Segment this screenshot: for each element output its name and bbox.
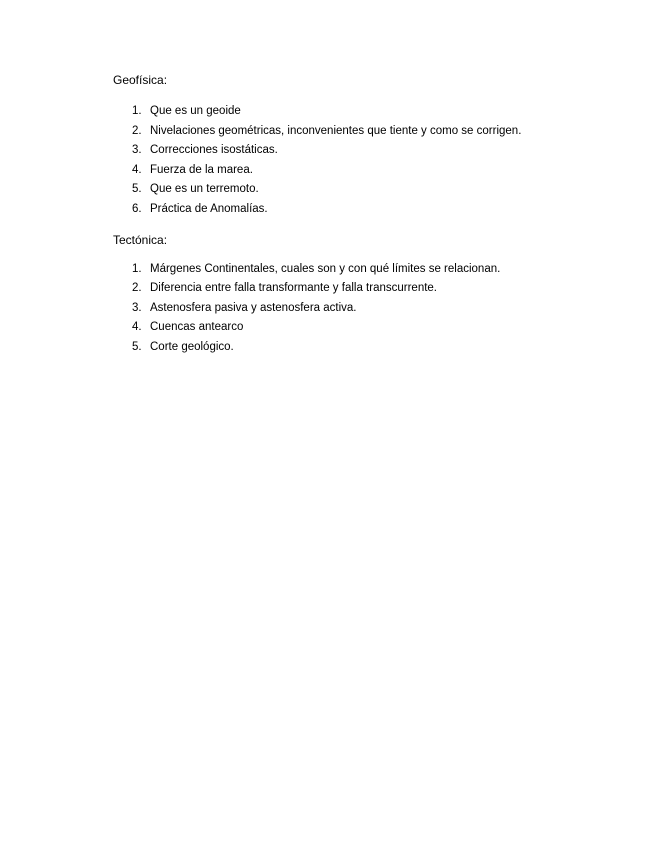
list-item <box>113 161 553 181</box>
list-item <box>113 122 553 142</box>
list-item-number: 2. <box>132 282 142 295</box>
list-item-text: Que es un terremoto. <box>150 183 259 196</box>
list-item-text: Que es un geoide <box>150 105 241 117</box>
list-item-number: 3. <box>132 144 142 157</box>
list-item-number: 4. <box>132 321 142 334</box>
list-item-text: Fuerza de la marea. <box>150 163 253 176</box>
list-item-text: Diferencia entre falla transformante y falla transcurrente. <box>150 282 437 295</box>
list-item-text: Márgenes Continentales, cuales son y con qué límites se relacionan. <box>150 262 501 275</box>
list-item-text: Corte geológico. <box>150 340 234 353</box>
section-heading-tectonica: Tectónica: <box>113 232 168 247</box>
tectonica-question-list <box>113 260 553 358</box>
list-item-number: 5. <box>132 340 142 353</box>
list-item-number: 6. <box>132 202 142 215</box>
list-item <box>113 200 553 220</box>
list-item-number: 4. <box>132 163 142 176</box>
section-heading-geofisica: Geofísica: <box>113 73 168 87</box>
list-item <box>113 260 553 280</box>
list-item <box>113 318 553 338</box>
list-item-text: Astenosfera pasiva y astenosfera activa. <box>150 301 357 314</box>
list-item <box>113 299 553 319</box>
list-item-number: 5. <box>132 183 142 196</box>
document-body <box>113 72 553 358</box>
list-item-text: Correcciones isostáticas. <box>150 144 278 157</box>
list-item <box>113 338 553 358</box>
list-item <box>113 102 553 122</box>
list-item-number: 1. <box>132 105 142 117</box>
list-item-text: Cuencas antearco <box>150 321 244 334</box>
list-item-number: 2. <box>132 124 142 137</box>
list-item <box>113 180 553 200</box>
geofisica-question-list <box>113 102 553 220</box>
list-item <box>113 141 553 161</box>
list-item-number: 1. <box>132 262 142 275</box>
list-item <box>113 279 553 299</box>
list-item-text: Práctica de Anomalías. <box>150 202 268 215</box>
list-item-number: 3. <box>132 301 142 314</box>
list-item-text: Nivelaciones geométricas, inconvenientes que tiente y como se corrigen. <box>150 124 522 137</box>
